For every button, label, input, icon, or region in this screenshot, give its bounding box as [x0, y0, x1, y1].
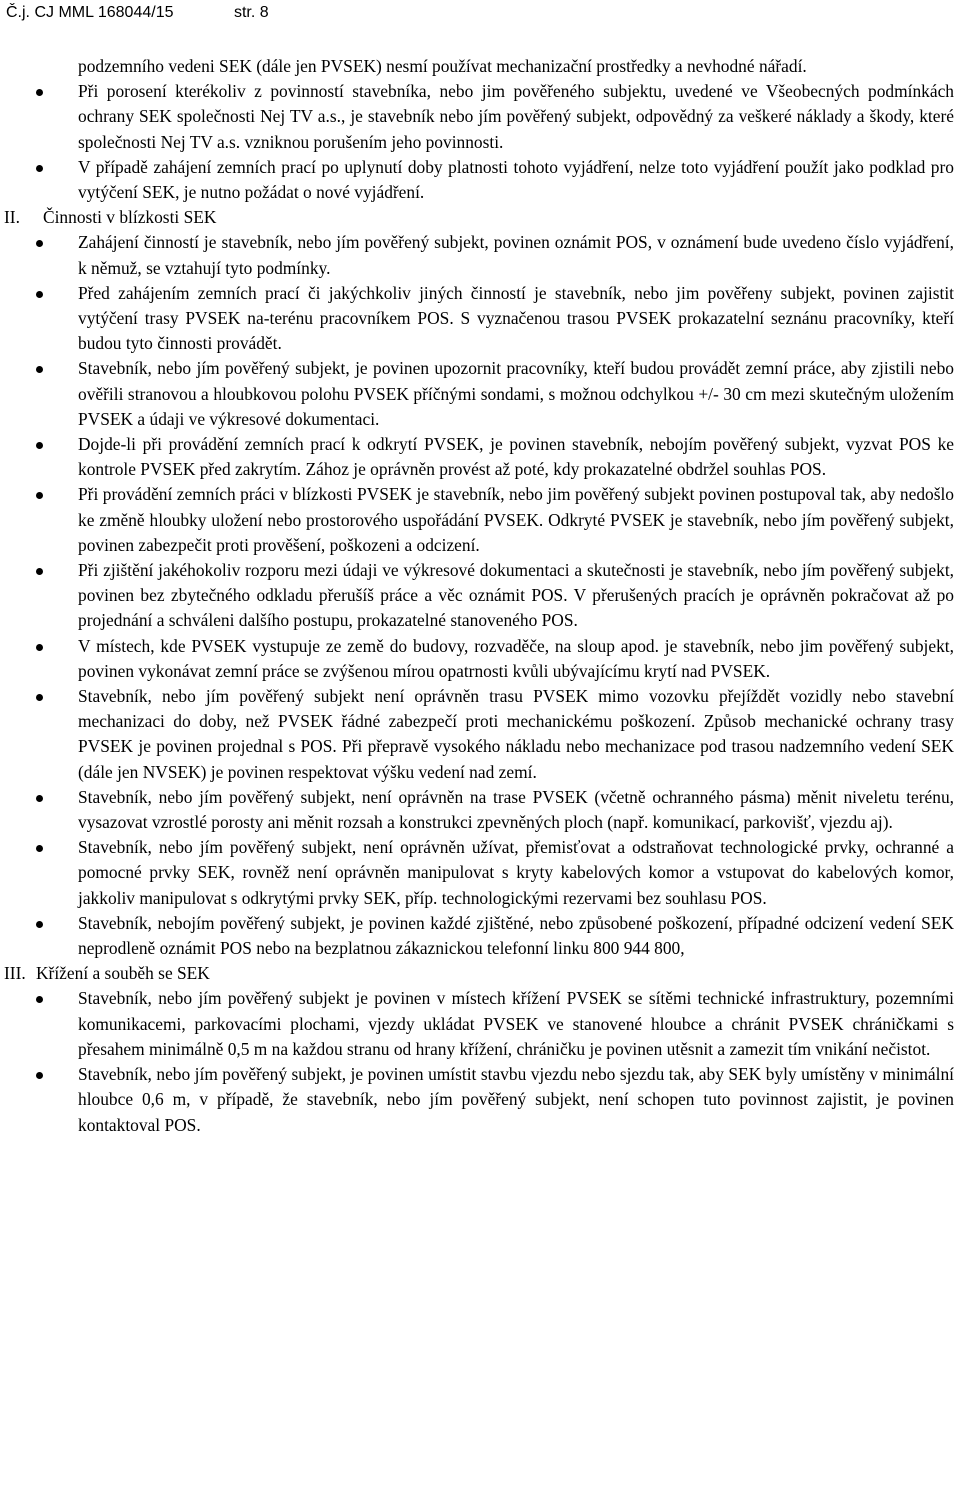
section-title: Křížení a souběh se SEK: [36, 963, 210, 984]
list-item: V místech, kde PVSEK vystupuje ze země do budovy, rozvaděče, na sloup apod. je stavebník, nebo jim pověřený subjekt, povinen vykonávat zemní práce se zvýšenou mírou opatrnosti kvůli ubývajícímu krytí nad PVSEK.: [0, 634, 960, 684]
section-3-list: [0, 986, 960, 1137]
bullet-icon: [36, 89, 43, 96]
section-heading-2: [0, 205, 960, 230]
list-item: Stavebník, nebojím pověřený subjekt, je povinen každé zjištěné, nebo způsobené poškození, případné odcizení vedení SEK neprodleně oznámit POS nebo na bezplatnou zákaznickou telefonní linku 800 944 800,: [0, 911, 960, 961]
bullet-icon: [36, 996, 43, 1003]
bullet-icon: [36, 694, 43, 701]
list-item: Při provádění zemních práci v blízkosti PVSEK je stavebník, nebo jim pověřený subjekt povinen postupoval tak, aby nedošlo ke změně hloubky uložení nebo prostorového uspořádání PVSEK. Odkryté PVSEK je stavebník, nebo jím pověřený subjekt, povinen zabezpečit proti prověšení, poškozeni a odcizení.: [0, 482, 960, 558]
list-item: Zahájení činností je stavebník, nebo jím pověřený subjekt, povinen oznámit POS, v oznámení bude uvedeno číslo vyjádření, k němuž, se vztahují tyto podmínky.: [0, 230, 960, 280]
section-title: Činnosti v blízkosti SEK: [43, 207, 217, 228]
document-reference: Č.j. CJ MML 168044/15: [6, 4, 174, 21]
list-item: Stavebník, nebo jím pověřený subjekt, není oprávněn užívat, přemisťovat a odstraňovat technologické prvky, ochranné a pomocné prvky SEK, rovněž není oprávněn manipulovat s kryty kabelových komor a vstupovat do kabelových komor, jakkoliv manipulovat s odkrytými prvky SEK, příp. technologickými rezervami bez souhlasu POS.: [0, 835, 960, 911]
bullet-icon: [36, 1072, 43, 1079]
bullet-icon: [36, 291, 43, 298]
list-item: Při zjištění jakéhokoliv rozporu mezi údaji ve výkresové dokumentaci a skutečnosti je stavebník, nebo jím pověřený subjekt, povinen bez zbytečného odkladu přerušíš práce a věc oznámit POS. V přerušených pracích je oprávněn pokračovat až po projednání a schváleni dalšího postupu, prokazatelné stanoveného POS.: [0, 558, 960, 634]
document-body: [0, 54, 960, 1138]
list-item: podzemního vedeni SEK (dále jen PVSEK) nesmí používat mechanizační prostředky a nevhodné nářadí.: [78, 56, 807, 76]
page-header: [6, 4, 269, 22]
bullet-icon: [36, 442, 43, 449]
intro-list: [0, 54, 960, 205]
list-item: V případě zahájení zemních prací po uplynutí doby platnosti tohoto vyjádření, nelze toto vyjádření použít jako podklad pro vytýčení SEK, je nutno požádat o nové vyjádření.: [0, 155, 960, 205]
list-item: Stavebník, nebo jím pověřený subjekt je povinen v místech křížení PVSEK se sítěmi technické infrastruktury, pozemními komunikacemi, parkovacími plochami, vjezdy ukládat PVSEK ve stanovené hloubce a chránit PVSEK chráničkami s přesahem minimálně 0,5 m na každou stranu od hrany křížení, chráničku je povinen utěsnit a zamezit tím vnikání nečistot.: [0, 986, 960, 1062]
bullet-icon: [36, 568, 43, 575]
bullet-icon: [36, 845, 43, 852]
bullet-icon: [36, 165, 43, 172]
list-item: Stavebník, nebo jím pověřený subjekt, je povinen upozornit pracovníky, kteří budou provádět zemní práce, aby zjistili nebo ověřili stranovou a hloubkovou polohu PVSEK příčnými sondami, s možnou odchylkou +/- 30 cm mezi skutečným uložením PVSEK a údaji ve výkresové dokumentaci.: [0, 356, 960, 432]
section-numeral: II.: [4, 207, 20, 228]
section-heading-3: [0, 961, 960, 986]
section-2-list: [0, 230, 960, 961]
list-item: Dojde-li při provádění zemních prací k odkrytí PVSEK, je povinen stavebník, nebojím pověřený subjekt, vyzvat POS ke kontrole PVSEK před zakrytím. Zához je oprávněn provést až poté, kdy prokazatelné obdržel souhlas POS.: [0, 432, 960, 482]
bullet-icon: [36, 644, 43, 651]
list-item: Stavebník, nebo jím pověřený subjekt, je povinen umístit stavbu vjezdu nebo sjezdu tak, aby SEK byly umístěny v minimální hloubce 0,6 m, v případě, že stavebník, nebo jím pověřený subjekt, není schopen tuto povinnost zajistit, je povinen kontaktoval POS.: [0, 1062, 960, 1138]
bullet-icon: [36, 240, 43, 247]
bullet-icon: [36, 921, 43, 928]
bullet-icon: [36, 795, 43, 802]
bullet-icon: [36, 366, 43, 373]
bullet-icon: [36, 492, 43, 499]
list-item: Stavebník, nebo jím pověřený subjekt není oprávněn trasu PVSEK mimo vozovku přejíždět vozidly nebo stavební mechanizaci do doby, než PVSEK řádné zabezpečí proti mechanickému poškození. Způsob mechanické ochrany trasy PVSEK je povinen projednal s POS. Při přepravě vysokého nákladu nebo mechanizace pod trasou nadzemního vedení SEK (dále jen NVSEK) je povinen respektovat výšku vedení nad zemí.: [0, 684, 960, 785]
page-number: str. 8: [233, 4, 269, 21]
section-numeral: III.: [4, 963, 26, 984]
list-item: Stavebník, nebo jím pověřený subjekt, není oprávněn na trase PVSEK (včetně ochranného pásma) měnit niveletu terénu, vysazovat vzrostlé porosty ani měnit rozsah a konstrukci zpevněných ploch (např. komunikací, parkovišť, vjezdu aj).: [0, 785, 960, 835]
list-item: Před zahájením zemních prací či jakýchkoliv jiných činností je stavebník, nebo jim pověřeny subjekt, povinen zajistit vytýčení trasy PVSEK na-terénu pracovníkem POS. S vyznačenou trasou PVSEK prokazatelní seznánu pracovníky, kteří budou tyto činnosti provádět.: [0, 281, 960, 357]
list-item: Při porosení kterékoliv z povinností stavebníka, nebo jim pověřeného subjektu, uvedené ve Všeobecných podmínkách ochrany SEK společnosti Nej TV a.s., je stavebník nebo jím pověřený subjekt, odpovědný za veškeré náklady a škody, které společnosti Nej TV a.s. vzniknou porušením jeho povinnosti.: [0, 79, 960, 155]
